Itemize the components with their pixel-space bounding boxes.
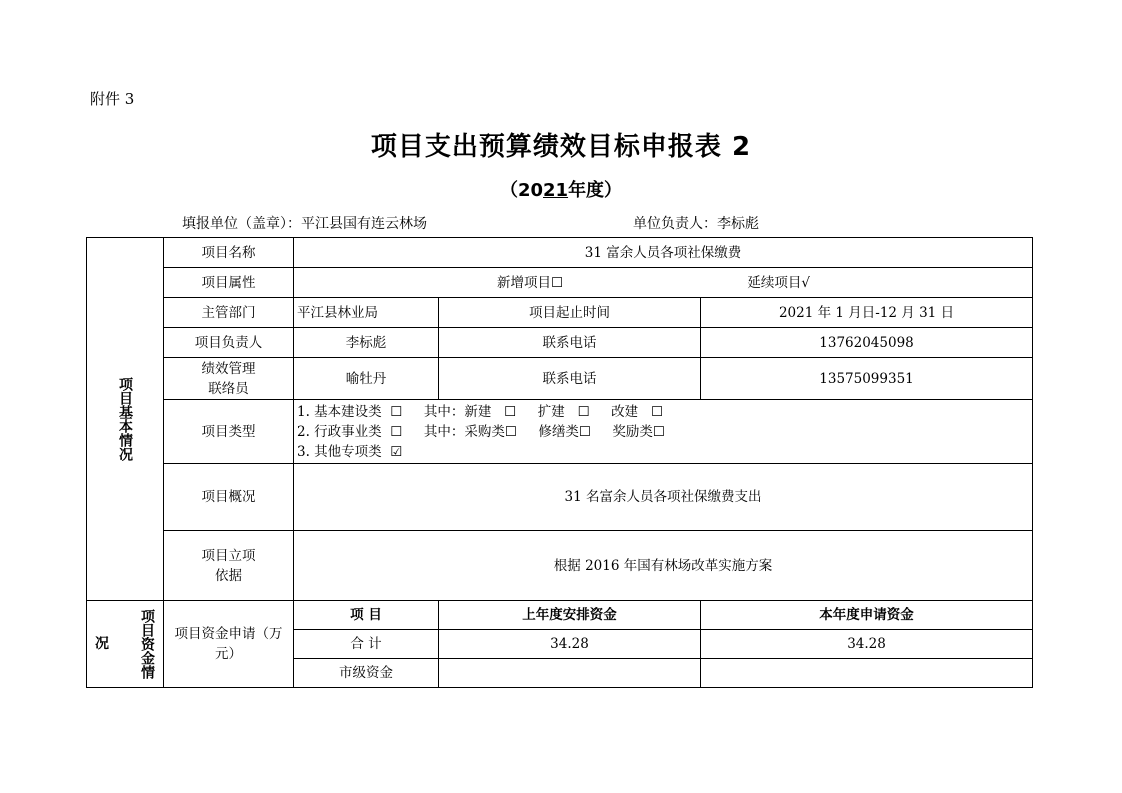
- total-label: 合 计: [294, 630, 439, 659]
- basis-value: 根据 2016 年国有林场改革实施方案: [294, 531, 1033, 601]
- row-project-attr: [87, 268, 1033, 298]
- year-label: [0, 176, 1122, 202]
- name-label: 项目名称: [164, 238, 294, 268]
- row-contact: [87, 358, 1033, 400]
- contact-phone: 13575099351: [701, 358, 1033, 400]
- row-dept: [87, 298, 1033, 328]
- year-prefix: 20: [517, 180, 543, 201]
- attr-continue[interactable]: 延续项目√: [747, 274, 811, 291]
- row-type: [87, 400, 1033, 464]
- apply-label: 项目资金申请（万元）: [164, 601, 294, 688]
- type-line-3[interactable]: 3. 其他专项类 ☑: [297, 443, 403, 460]
- row-project-name: [87, 238, 1033, 268]
- city-last: [439, 659, 701, 688]
- period-label: 项目起止时间: [439, 298, 701, 328]
- attr-label: 项目属性: [164, 268, 294, 298]
- leader-label: 项目负责人: [164, 328, 294, 358]
- funds-section-cell: [87, 601, 164, 688]
- row-funds-header: [87, 601, 1033, 630]
- attachment-label: 附件 3: [90, 90, 135, 108]
- type-options: [294, 400, 1033, 464]
- period-value: 2021 年 1 月日-12 月 31 日: [701, 298, 1033, 328]
- contact-label-line2: 联络员: [208, 380, 249, 397]
- contact-phone-label: 联系电话: [439, 358, 701, 400]
- budget-form-table: [86, 237, 1033, 688]
- city-this: [701, 659, 1033, 688]
- total-this: 34.28: [701, 630, 1033, 659]
- page-title: 项目支出预算绩效目标申报表 2: [370, 132, 752, 162]
- contact-label: [164, 358, 294, 400]
- unit-leader: 单位负责人：李标彪: [633, 216, 759, 232]
- funds-section-left: 况: [95, 636, 109, 652]
- col-this-year: 本年度申请资金: [701, 601, 1033, 630]
- type-line-1[interactable]: 1. 基本建设类 ☐ 其中：新建 ☐ 扩建 ☐ 改建 ☐: [297, 403, 664, 420]
- row-basis: [87, 531, 1033, 601]
- name-value: 31 富余人员各项社保缴费: [294, 238, 1033, 268]
- type-label: 项目类型: [164, 400, 294, 464]
- basic-section-label: 项目基本情况: [117, 377, 133, 461]
- contact-value: 喻牡丹: [294, 358, 439, 400]
- attr-value-cell: [294, 268, 1033, 298]
- basis-label: [164, 531, 294, 601]
- dept-label: 主管部门: [164, 298, 294, 328]
- funds-section-label: 项目资金情: [139, 609, 155, 679]
- basis-label-line1: 项目立项: [201, 547, 256, 564]
- leader-phone: 13762045098: [701, 328, 1033, 358]
- col-item: 项 目: [294, 601, 439, 630]
- type-line-2[interactable]: 2. 行政事业类 ☐ 其中：采购类☐ 修缮类☐ 奖励类☐: [297, 423, 666, 440]
- year-open: （: [499, 180, 518, 201]
- overview-value: 31 名富余人员各项社保缴费支出: [294, 464, 1033, 531]
- city-label: 市级资金: [294, 659, 439, 688]
- year-suffix: 年度）: [568, 180, 623, 201]
- fill-unit: 填报单位（盖章）：平江县国有连云林场: [182, 216, 427, 232]
- leader-value: 李标彪: [294, 328, 439, 358]
- contact-label-line1: 绩效管理: [201, 360, 256, 377]
- attr-new[interactable]: 新增项目☐: [497, 274, 564, 291]
- basic-section-cell: [87, 238, 164, 601]
- leader-phone-label: 联系电话: [439, 328, 701, 358]
- row-leader: [87, 328, 1033, 358]
- dept-value: 平江县林业局: [294, 298, 439, 328]
- col-last-year: 上年度安排资金: [439, 601, 701, 630]
- overview-label: 项目概况: [164, 464, 294, 531]
- row-overview: [87, 464, 1033, 531]
- basis-label-line2: 依据: [215, 567, 242, 584]
- year-underlined: 21: [543, 180, 569, 201]
- total-last: 34.28: [439, 630, 701, 659]
